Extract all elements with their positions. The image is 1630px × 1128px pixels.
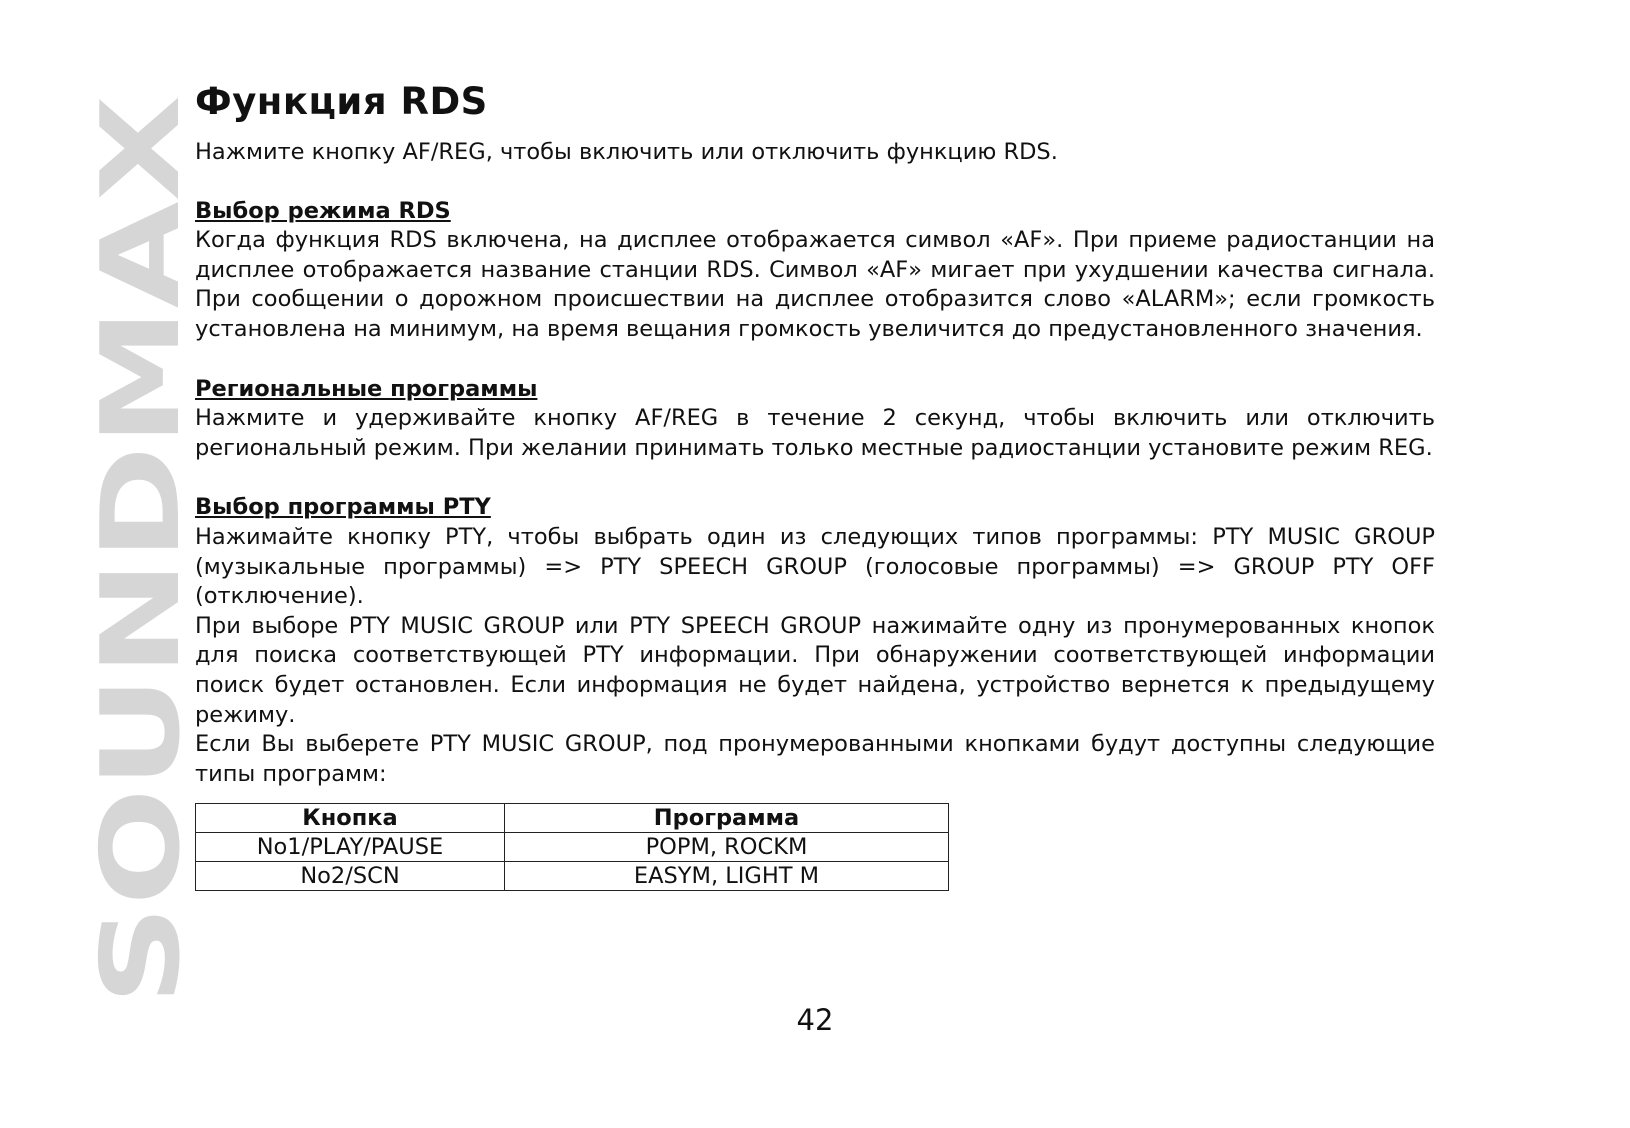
section-heading: Региональные программы — [195, 375, 538, 402]
section-heading: Выбор режима RDS — [195, 197, 451, 224]
section-paragraph: Нажмите и удерживайте кнопку AF/REG в течение 2 секунд, чтобы включить или отключить региональный режим. При желании принимать только местные радиостанции установите режим REG. — [195, 405, 1435, 461]
section-paragraph: При выборе PTY MUSIC GROUP или PTY SPEECH GROUP нажимайте одну из пронумерованных кнопок для поиска соответствующей PTY информации. При обнаружении соответствующей информации поиск будет остановлен. Если информация не будет найдена, устройство вернется к предыдущему режиму. — [195, 612, 1435, 728]
brand-logo-vertical — [79, 90, 204, 1010]
section-paragraph: Когда функция RDS включена, на дисплее отображается символ «AF». При приеме радиостанции на дисплее отображается название станции RDS. Символ «AF» мигает при ухудшении качества сигнала. При сообщении о дорожном происшествии на дисплее отобразится слово «ALARM»; если громкость установлена на минимум, на время вещания громкость увеличится до предустановленного значения. — [195, 227, 1435, 342]
section-heading: Выбор программы PTY — [195, 494, 491, 521]
table-cell-program: EASYM, LIGHT M — [505, 862, 949, 891]
soundmax-logo — [79, 90, 204, 1010]
section-rds-mode — [195, 197, 1435, 345]
table-cell-program: POPM, ROCKM — [505, 833, 949, 862]
table-row — [196, 833, 949, 862]
table-header-program: Программа — [505, 804, 949, 833]
section-paragraph: Если Вы выберете PTY MUSIC GROUP, под пронумерованными кнопками будут доступны следующие типы программ: — [195, 731, 1435, 787]
table-header-button: Кнопка — [196, 804, 505, 833]
table-cell-button: No2/SCN — [196, 862, 505, 891]
section-pty — [195, 493, 1435, 789]
table-header-row — [196, 804, 949, 833]
soundmax-logo-text: SOUNDMAX — [79, 293, 204, 1005]
intro-text: Нажмите кнопку AF/REG, чтобы включить или отключить функцию RDS. — [195, 139, 1058, 165]
page-content — [195, 78, 1435, 891]
program-table — [195, 803, 949, 891]
page-number: 42 — [796, 1003, 834, 1037]
page-title: Функция RDS — [195, 80, 488, 123]
section-regional — [195, 375, 1435, 464]
table-row — [196, 862, 949, 891]
table-cell-button: No1/PLAY/PAUSE — [196, 833, 505, 862]
section-paragraph: Нажимайте кнопку PTY, чтобы выбрать один из следующих типов программы: PTY MUSIC GROUP (музыкальные программы) => PTY SPEECH GROUP (голосовые программы) => GROUP PTY OFF (отключение). — [195, 523, 1435, 610]
